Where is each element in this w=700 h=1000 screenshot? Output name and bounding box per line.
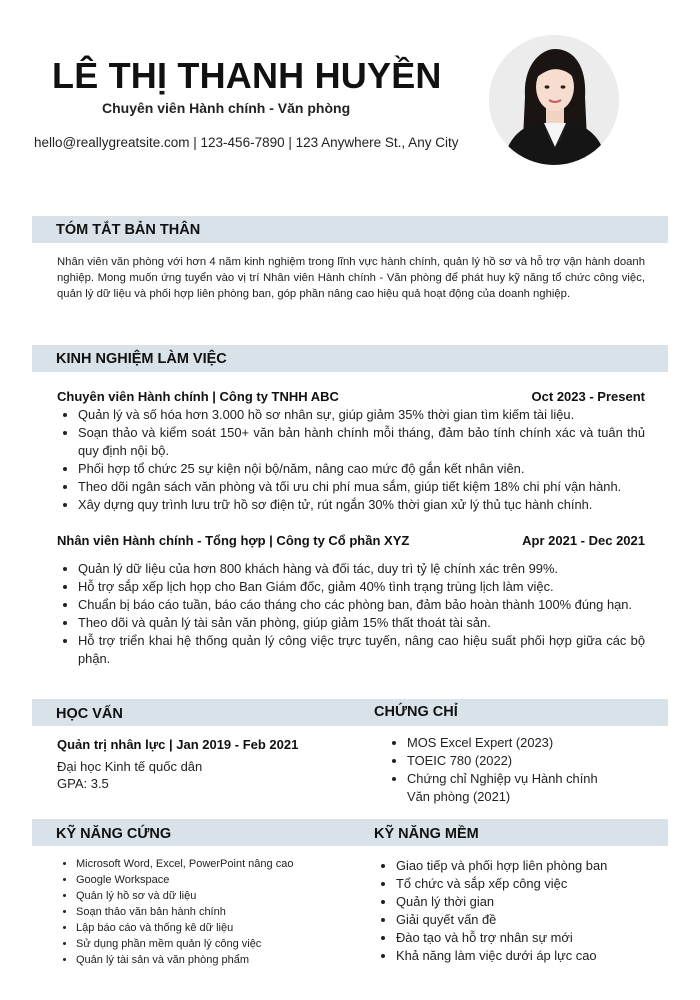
education-heading: HỌC VẤN xyxy=(56,706,123,722)
job-1-bullets xyxy=(57,406,645,514)
list-item: • Đào tạo và hỗ trợ nhân sự mới xyxy=(396,929,666,947)
hard-skills-heading: KỸ NĂNG CỨNG xyxy=(56,826,172,842)
list-item: • Tổ chức và sắp xếp công việc xyxy=(396,875,666,893)
list-item: • Google Workspace xyxy=(76,872,366,888)
job-1-dates: Oct 2023 - Present xyxy=(531,389,645,404)
list-item: • Sử dụng phần mềm quản lý công việc xyxy=(76,936,366,952)
hard-skills-list xyxy=(57,856,366,968)
list-item: • Quản lý hồ sơ và dữ liệu xyxy=(76,888,366,904)
list-item: • Chứng chỉ Nghiệp vụ Hành chính Văn phòng (2021) xyxy=(407,770,617,806)
list-item: • Hỗ trợ sắp xếp lịch họp cho Ban Giám đốc, giảm 40% tình trạng trùng lịch làm việc. xyxy=(78,578,645,596)
list-item: • Theo dõi ngân sách văn phòng và tối ưu chi phí mua sắm, giúp tiết kiệm 18% chi phí vận hành. xyxy=(78,478,645,496)
candidate-name: LÊ THỊ THANH HUYỀN xyxy=(52,55,442,96)
list-item: • Phối hợp tổ chức 25 sự kiện nội bộ/năm, nâng cao mức độ gắn kết nhân viên. xyxy=(78,460,645,478)
list-item: • Lập báo cáo và thống kê dữ liệu xyxy=(76,920,366,936)
list-item: • Xây dựng quy trình lưu trữ hồ sơ điện tử, rút ngắn 30% thời gian xử lý thủ tục hành chính. xyxy=(78,496,645,514)
list-item: • Microsoft Word, Excel, PowerPoint nâng cao xyxy=(76,856,366,872)
education-degree: Quản trị nhân lực | Jan 2019 - Feb 2021 xyxy=(57,737,299,752)
list-item: • Quản lý dữ liệu của hơn 800 khách hàng và đối tác, duy trì tỷ lệ chính xác trên 99%. xyxy=(78,560,645,578)
list-item: • Quản lý tài sản và văn phòng phẩm xyxy=(76,952,366,968)
contact-info: hello@reallygreatsite.com | 123-456-7890 | 123 Anywhere St., Any City xyxy=(34,135,459,150)
skills-band xyxy=(32,819,668,846)
job-2-bullets xyxy=(57,560,645,668)
summary-text: Nhân viên văn phòng với hơn 4 năm kinh nghiệm trong lĩnh vực hành chính, quản lý hồ sơ và hỗ trợ vận hành doanh nghiệp. Mong muốn ứng tuyển vào vị trí Nhân viên Hành chính - Văn phòng để phát huy kỹ năng tổ chức công việc, quản lý dữ liệu và phối hợp liên phòng ban, góp phần nâng cao hiệu quả hoạt động của doanh nghiệp. xyxy=(57,256,645,300)
list-item: • Chuẩn bị báo cáo tuần, báo cáo tháng cho các phòng ban, đảm bảo hoàn thành 100% đúng hạn. xyxy=(78,596,645,614)
experience-heading-band xyxy=(32,345,668,372)
job-1-title: Chuyên viên Hành chính | Công ty TNHH ABC xyxy=(57,389,339,404)
job-2-header xyxy=(57,533,645,551)
job-1-header xyxy=(57,389,645,407)
profile-photo-icon xyxy=(489,35,619,165)
summary-heading: TÓM TẮT BẢN THÂN xyxy=(56,222,201,238)
summary-heading-band xyxy=(32,216,668,243)
soft-skills-list xyxy=(377,857,666,965)
list-item: • TOEIC 780 (2022) xyxy=(407,752,657,770)
education-gpa: GPA: 3.5 xyxy=(57,776,109,791)
list-item: • Soạn thảo văn bản hành chính xyxy=(76,904,366,920)
list-item: • Theo dõi và quản lý tài sản văn phòng, giúp giảm 15% thất thoát tài sản. xyxy=(78,614,645,632)
education-school: Đại học Kinh tế quốc dân xyxy=(57,759,203,774)
list-item: • Giao tiếp và phối hợp liên phòng ban xyxy=(396,857,666,875)
certificates-heading: CHỨNG CHỈ xyxy=(374,704,458,720)
job-2-title: Nhân viên Hành chính - Tổng hợp | Công ty Cổ phần XYZ xyxy=(57,533,410,548)
list-item: • Hỗ trợ triển khai hệ thống quản lý công việc trực tuyến, nâng cao hiệu suất phối hợp giữa các bộ phận. xyxy=(78,632,645,668)
list-item: • Quản lý và số hóa hơn 3.000 hồ sơ nhân sự, giúp giảm 35% thời gian tìm kiếm tài liệu. xyxy=(78,406,645,424)
certificates-list xyxy=(386,734,657,806)
job-2-dates: Apr 2021 - Dec 2021 xyxy=(522,533,645,548)
soft-skills-heading: KỸ NĂNG MỀM xyxy=(374,826,479,842)
experience-heading: KINH NGHIỆM LÀM VIỆC xyxy=(56,351,227,367)
job-title: Chuyên viên Hành chính - Văn phòng xyxy=(102,100,351,116)
list-item: • Giải quyết vấn đề xyxy=(396,911,666,929)
profile-photo xyxy=(489,35,619,165)
list-item: • Soạn thảo và kiểm soát 150+ văn bản hành chính mỗi tháng, đảm bảo tính chính xác và tuân thủ quy định nội bộ. xyxy=(78,424,645,460)
list-item: • Khả năng làm việc dưới áp lực cao xyxy=(396,947,666,965)
list-item: • MOS Excel Expert (2023) xyxy=(407,734,657,752)
list-item: • Quản lý thời gian xyxy=(396,893,666,911)
education-certificates-band xyxy=(32,699,668,726)
